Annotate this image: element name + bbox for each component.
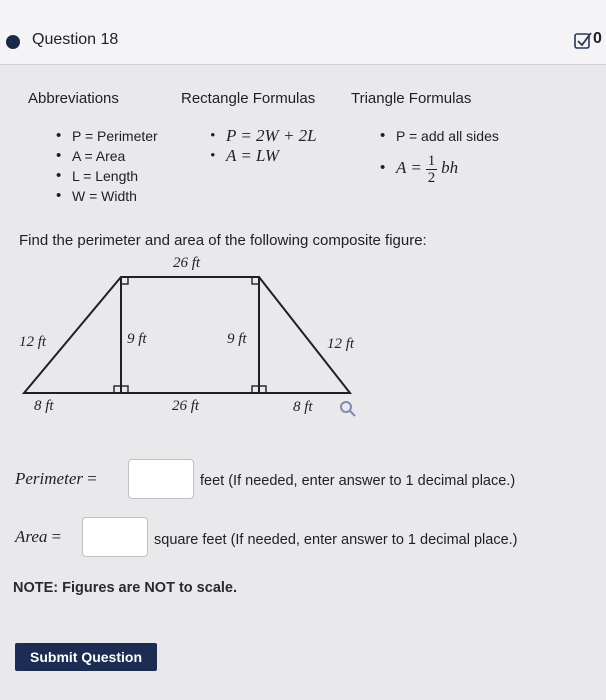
top-length-label: 26 ft bbox=[173, 255, 201, 271]
triangle-formulas-heading: Triangle Formulas bbox=[351, 90, 472, 107]
question-prompt: Find the perimeter and area of the following composite figure: bbox=[19, 232, 427, 249]
area-equals: = bbox=[51, 527, 62, 546]
area-input[interactable] bbox=[82, 517, 148, 557]
magnifier-icon[interactable] bbox=[341, 402, 355, 416]
question-header bbox=[0, 0, 606, 65]
bottom-left-label: 8 ft bbox=[34, 398, 54, 414]
bottom-right-label: 8 ft bbox=[293, 399, 313, 415]
flag-count: 0 bbox=[593, 30, 602, 47]
one-half-fraction bbox=[426, 153, 438, 186]
perimeter-label bbox=[15, 469, 97, 489]
area-hint: square feet (If needed, enter answer to 1 decimal place.) bbox=[154, 532, 518, 548]
triangle-perimeter-formula: • P = add all sides bbox=[380, 126, 499, 146]
right-angle-marker bbox=[121, 386, 128, 393]
right-angle-marker bbox=[114, 386, 121, 393]
rectangle-perimeter-formula: • P = 2W + 2L bbox=[210, 126, 317, 146]
rectangle-formulas-list bbox=[210, 126, 317, 166]
list-item: • W = Width bbox=[56, 186, 158, 206]
note-text: NOTE: Figures are NOT to scale. bbox=[13, 580, 237, 596]
list-item: • L = Length bbox=[56, 166, 158, 186]
fraction-denominator: 2 bbox=[427, 169, 436, 186]
right-angle-marker bbox=[252, 386, 259, 393]
right-angle-marker bbox=[121, 277, 128, 284]
triangle-area-formula bbox=[380, 148, 499, 188]
question-status-dot bbox=[6, 35, 20, 49]
composite-figure bbox=[10, 248, 370, 423]
right-angle-marker bbox=[252, 277, 259, 284]
bottom-middle-label: 26 ft bbox=[172, 398, 200, 414]
submit-question-button[interactable]: Submit Question bbox=[15, 643, 157, 671]
left-side-label: 12 ft bbox=[19, 334, 47, 350]
question-title: Question 18 bbox=[32, 31, 119, 48]
abbreviations-heading: Abbreviations bbox=[28, 90, 119, 107]
fraction-numerator: 1 bbox=[427, 152, 436, 169]
trapezoid-outline bbox=[24, 277, 350, 393]
right-side-label: 12 ft bbox=[327, 336, 355, 352]
list-item: • A = Area bbox=[56, 146, 158, 166]
right-angle-marker bbox=[259, 386, 266, 393]
abbreviations-list bbox=[56, 126, 158, 206]
rectangle-formulas-heading: Rectangle Formulas bbox=[181, 90, 316, 107]
perimeter-label-text: Perimeter bbox=[15, 469, 83, 488]
area-label-text: Area bbox=[15, 527, 48, 546]
perimeter-input[interactable] bbox=[128, 459, 194, 499]
perimeter-equals: = bbox=[87, 469, 97, 488]
right-height-label: 9 ft bbox=[227, 331, 247, 347]
triangle-area-rhs: bh bbox=[441, 158, 459, 177]
triangle-area-lhs: A = bbox=[396, 158, 422, 177]
list-item: • P = Perimeter bbox=[56, 126, 158, 146]
left-height-label: 9 ft bbox=[127, 331, 147, 347]
triangle-formulas-list bbox=[380, 126, 499, 188]
rectangle-area-formula: • A = LW bbox=[210, 146, 317, 166]
perimeter-hint: feet (If needed, enter answer to 1 decimal place.) bbox=[200, 473, 516, 489]
area-label bbox=[15, 527, 61, 547]
